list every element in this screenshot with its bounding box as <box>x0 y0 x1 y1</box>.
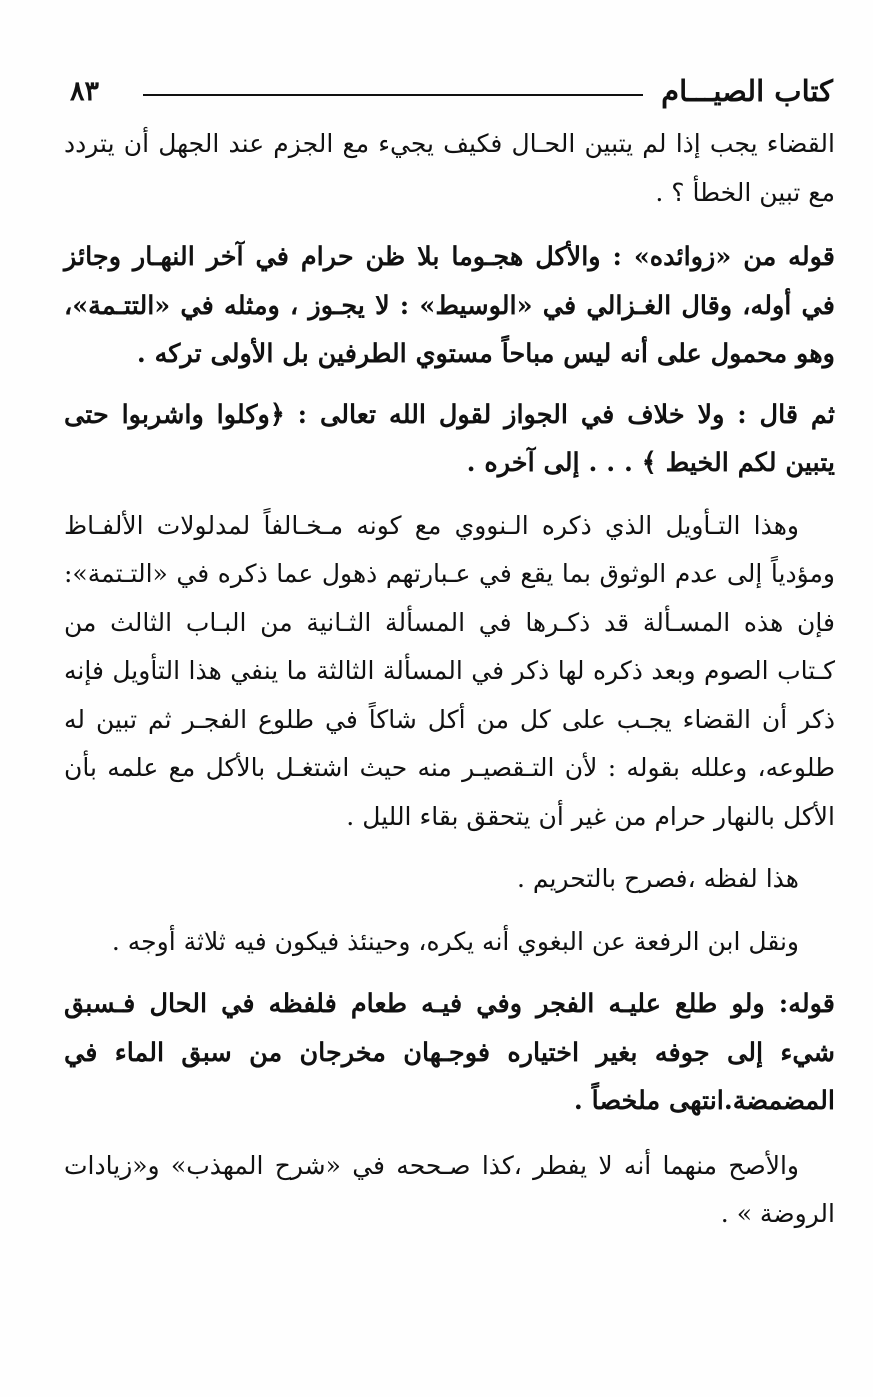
page-header <box>70 66 833 116</box>
page-number: ٨٣ <box>70 75 100 107</box>
paragraph-commentary: وهذا التـأويل الذي ذكره الـنووي مع كونه مـخـالفاً لمدلولات الألفـاظ ومؤدياً إلى عدم الوثوق بما يقع في عـبارتهم ذهول عما ذكره في «التـتمة»: فإن هذه المسـألة قد ذكـرها في المسألة الثـانية من البـاب الثالث من كـتاب الصوم وبعد ذكره لها ذكر في المسألة الثالثة ما ينفي هذا التأويل فإنه ذكر أن القضاء يجـب على كل من أكل شاكاً في طلوع الفجـر ثم تبين له طلوعه، وعلله بقوله : لأن التـقصيـر منه حيث اشتغـل بالأكل مع علمه بأن الأكل بالنهار حرام من غير أن يتحقق بقاء الليل . <box>64 510 835 831</box>
paragraph-quote-zawaid: قوله من «زوائده» : والأكل هجـوما بلا ظن حرام في آخر النهـار وجائز في أوله، وقال الغـزالي في «الوسيط» : لا يجـوز ، ومثله في «التتـمة»، وهو محمول على أنه ليس مباحاً مستوي الطرفين بل الأولى تركه . <box>64 242 835 369</box>
paragraph-asahh: والأصح منهما أنه لا يفطر ،كذا صـححه في «شرح المهذب» و«زيادات الروضة » . <box>64 1150 835 1228</box>
paragraph-ibn-rifaa: ونقل ابن الرفعة عن البغوي أنه يكره، وحينئذ فيكون فيه ثلاثة أوجه . <box>111 926 799 956</box>
header-rule <box>143 94 643 96</box>
running-title: كتاب الصيـــام <box>661 74 833 108</box>
paragraph-quote-verse: ثم قال : ولا خلاف في الجواز لقول الله تعالى : ﴿وكلوا واشربوا حتى يتبين لكم الخيط ﴾ . . . إلى آخره . <box>64 399 835 478</box>
page-body <box>64 118 835 1239</box>
paragraph-continuation: القضاء يجب إذا لم يتبين الحـال فكيف يجيء مع الجزم عند الجهل أن يتردد مع تبين الخطأ ؟ . <box>64 129 835 207</box>
paragraph-quote-fajr: قوله: ولو طلع عليـه الفجر وفي فيـه طعام فلفظه في الحال فـسبق شيء إلى جوفه بغير اختياره فوجـهان مخرجان من سبق الماء في المضمضة.انتهى ملخصاً . <box>64 989 835 1116</box>
paragraph-tahrim: هذا لفظه ،فصرح بالتحريم . <box>516 864 799 893</box>
